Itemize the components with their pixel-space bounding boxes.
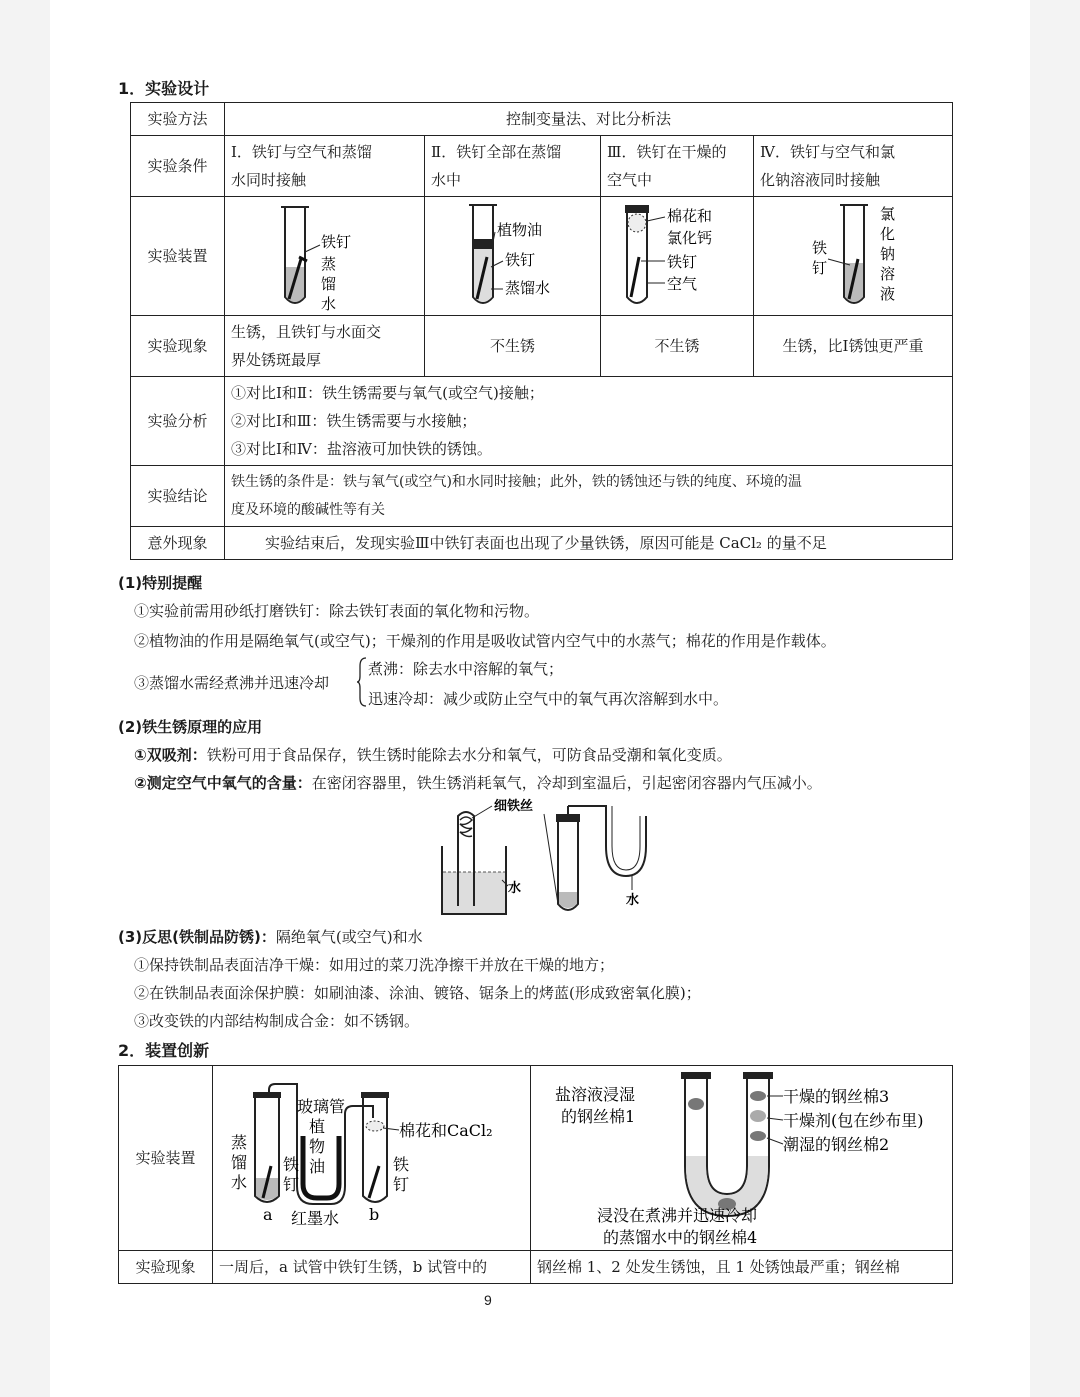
row-phenomenon: [131, 316, 953, 377]
svg-text:玻璃管: 玻璃管: [297, 1097, 346, 1116]
svg-text:油: 油: [309, 1157, 326, 1176]
analysis-value: ①对比Ⅰ和Ⅱ：铁生锈需要与氧气(或空气)接触； ②对比Ⅰ和Ⅲ：铁生锈需要与水接触； ③对比Ⅰ和Ⅳ：盐溶液可加快铁的锈蚀。: [225, 377, 953, 466]
reminder-line-3b: 迅速冷却：减少或防止空气中的氧气再次溶解到水中。: [368, 690, 729, 708]
svg-text:钉: 钉: [283, 1175, 300, 1194]
svg-text:水: 水: [321, 295, 337, 313]
svg-text:化: 化: [880, 225, 896, 243]
application-line-1: ①双吸剂：铁粉可用于食品保存，铁生锈时能除去水分和氧气，可防食品受潮和氧化变质。: [134, 746, 732, 764]
tube-1-diagram: [225, 197, 425, 315]
apparatus-tube-4: [754, 197, 953, 316]
innovation-apparatus-label: 实验装置: [119, 1066, 213, 1251]
svg-text:水: 水: [231, 1173, 248, 1192]
section2-title: 2．装置创新: [118, 1041, 210, 1060]
svg-text:氯: 氯: [880, 205, 896, 223]
svg-text:盐溶液浸湿: 盐溶液浸湿: [555, 1085, 636, 1104]
oxygen-measurement-diagram: [436, 796, 662, 922]
tube-2-diagram: [425, 197, 601, 315]
svg-text:潮湿的钢丝棉2: 潮湿的钢丝棉2: [783, 1135, 890, 1154]
svg-text:钉: 钉: [393, 1175, 410, 1194]
tube-3-diagram: [601, 197, 754, 315]
apparatus-tube-1: [225, 197, 425, 316]
experiment-design-table: [130, 102, 953, 560]
unexpected-label: 意外现象: [131, 527, 225, 560]
svg-text:物: 物: [309, 1137, 326, 1156]
svg-text:空气: 空气: [667, 275, 698, 293]
application-title: (2)铁生锈原理的应用: [118, 718, 263, 736]
svg-text:干燥剂(包在纱布里): 干燥剂(包在纱布里): [783, 1111, 924, 1130]
apparatus-innovation-table: [118, 1065, 953, 1284]
tube-4-diagram: [754, 197, 953, 315]
svg-text:棉花和: 棉花和: [667, 207, 713, 225]
method-value: 控制变量法、对比分析法: [225, 103, 953, 136]
innovation-phenomenon-label: 实验现象: [119, 1251, 213, 1284]
application-line-2: ②测定空气中氧气的含量：在密闭容器里，铁生锈消耗氧气，冷却到室温后，引起密闭容器内气压减小。: [134, 774, 822, 792]
svg-text:干燥的钢丝棉3: 干燥的钢丝棉3: [783, 1087, 890, 1106]
svg-text:馏: 馏: [321, 275, 337, 293]
svg-text:的蒸馏水中的钢丝棉4: 的蒸馏水中的钢丝棉4: [603, 1228, 758, 1247]
row-analysis: [131, 377, 953, 466]
row-innovation-phenomenon: [119, 1251, 953, 1284]
condition-3: Ⅲ．铁钉在干燥的 空气中: [601, 136, 754, 197]
reflection-line-3: ③改变铁的内部结构制成合金：如不锈钢。: [134, 1012, 420, 1030]
svg-text:浸没在煮沸并迅速冷却: 浸没在煮沸并迅速冷却: [597, 1206, 758, 1225]
row-apparatus: [131, 197, 953, 316]
unexpected-value: 实验结束后，发现实验Ⅲ中铁钉表面也出现了少量铁锈，原因可能是 CaCl₂ 的量不足: [225, 527, 953, 560]
svg-text:棉花和CaCl₂: 棉花和CaCl₂: [399, 1121, 493, 1140]
reflection-title: (3)反思(铁制品防锈)：隔绝氧气(或空气)和水: [118, 928, 423, 946]
row-method: [131, 103, 953, 136]
brace-icon: [356, 656, 368, 708]
svg-text:钉: 钉: [812, 259, 828, 277]
svg-text:蒸: 蒸: [231, 1133, 248, 1152]
condition-4: Ⅳ．铁钉与空气和氯 化钠溶液同时接触: [754, 136, 953, 197]
phenomenon-3: 不生锈: [601, 316, 754, 377]
innovation-fig-1: [213, 1066, 531, 1251]
svg-text:a: a: [263, 1205, 273, 1224]
svg-text:铁钉: 铁钉: [667, 253, 698, 271]
u-tube-nail-diagram: [213, 1066, 531, 1250]
innovation-phenomenon-1: 一周后，a 试管中铁钉生锈，b 试管中的: [213, 1251, 531, 1284]
apparatus-tube-2: [425, 197, 601, 316]
svg-text:植物油: 植物油: [497, 221, 543, 239]
innovation-fig-2: [531, 1066, 953, 1251]
innovation-phenomenon-2: 钢丝棉 1、2 处发生锈蚀，且 1 处锈蚀最严重；钢丝棉: [531, 1251, 953, 1284]
reminder-title: (1)特别提醒: [118, 574, 203, 592]
svg-text:水: 水: [626, 893, 640, 908]
svg-text:馏: 馏: [231, 1153, 248, 1172]
svg-text:植: 植: [309, 1117, 326, 1136]
svg-text:铁钉: 铁钉: [505, 251, 536, 269]
svg-text:铁: 铁: [283, 1155, 300, 1174]
row-conditions: [131, 136, 953, 197]
svg-text:铁: 铁: [812, 239, 828, 257]
svg-text:蒸: 蒸: [321, 255, 337, 273]
u-tube-steel-wool-diagram: [531, 1066, 953, 1250]
reflection-line-2: ②在铁制品表面涂保护膜：如刷油漆、涂油、镀铬、锯条上的烤蓝(形成致密氧化膜)；: [134, 984, 701, 1002]
fig-wire-label: 细铁丝: [494, 799, 534, 814]
section1-title: 1．实验设计: [118, 79, 210, 98]
apparatus-tube-3: [601, 197, 754, 316]
row-innovation-apparatus: [119, 1066, 953, 1251]
reminder-line-2: ②植物油的作用是隔绝氧气(或空气)；干燥剂的作用是吸收试管内空气中的水蒸气；棉花的作用是作载体。: [134, 632, 836, 650]
tube1-label-nail: 铁钉: [321, 233, 352, 251]
phenomenon-1: 生锈，且铁钉与水面交 界处锈斑最厚: [225, 316, 425, 377]
svg-text:液: 液: [880, 285, 896, 303]
svg-text:b: b: [369, 1205, 380, 1224]
svg-text:氯化钙: 氯化钙: [667, 229, 713, 247]
phenomenon-4: 生锈，比Ⅰ锈蚀更严重: [754, 316, 953, 377]
svg-text:水: 水: [508, 881, 522, 896]
analysis-label: 实验分析: [131, 377, 225, 466]
reminder-line-3-head: ③蒸馏水需经煮沸并迅速冷却: [134, 674, 330, 692]
reminder-line-1: ①实验前需用砂纸打磨铁钉：除去铁钉表面的氧化物和污物。: [134, 602, 540, 620]
phenomenon-label: 实验现象: [131, 316, 225, 377]
svg-text:红墨水: 红墨水: [291, 1209, 340, 1228]
conclusion-value: 铁生锈的条件是：铁与氧气(或空气)和水同时接触；此外，铁的锈蚀还与铁的纯度、环境的温 度及环境的酸碱性等有关: [225, 466, 953, 527]
svg-text:的钢丝棉1: 的钢丝棉1: [561, 1107, 636, 1126]
condition-2: Ⅱ．铁钉全部在蒸馏 水中: [425, 136, 601, 197]
svg-text:钠: 钠: [880, 245, 896, 263]
svg-text:蒸馏水: 蒸馏水: [505, 279, 551, 297]
reflection-line-1: ①保持铁制品表面洁净干燥：如用过的菜刀洗净擦干并放在干燥的地方；: [134, 956, 615, 974]
reminder-line-3a: 煮沸：除去水中溶解的氧气；: [368, 660, 564, 678]
condition-1: Ⅰ．铁钉与空气和蒸馏 水同时接触: [225, 136, 425, 197]
conclusion-label: 实验结论: [131, 466, 225, 527]
row-unexpected: [131, 527, 953, 560]
svg-text:溶: 溶: [880, 265, 896, 283]
svg-text:铁: 铁: [393, 1155, 410, 1174]
page-number: 9: [484, 1292, 492, 1308]
apparatus-label: 实验装置: [131, 197, 225, 316]
phenomenon-2: 不生锈: [425, 316, 601, 377]
row-conclusion: [131, 466, 953, 527]
method-label: 实验方法: [131, 103, 225, 136]
conditions-label: 实验条件: [131, 136, 225, 197]
